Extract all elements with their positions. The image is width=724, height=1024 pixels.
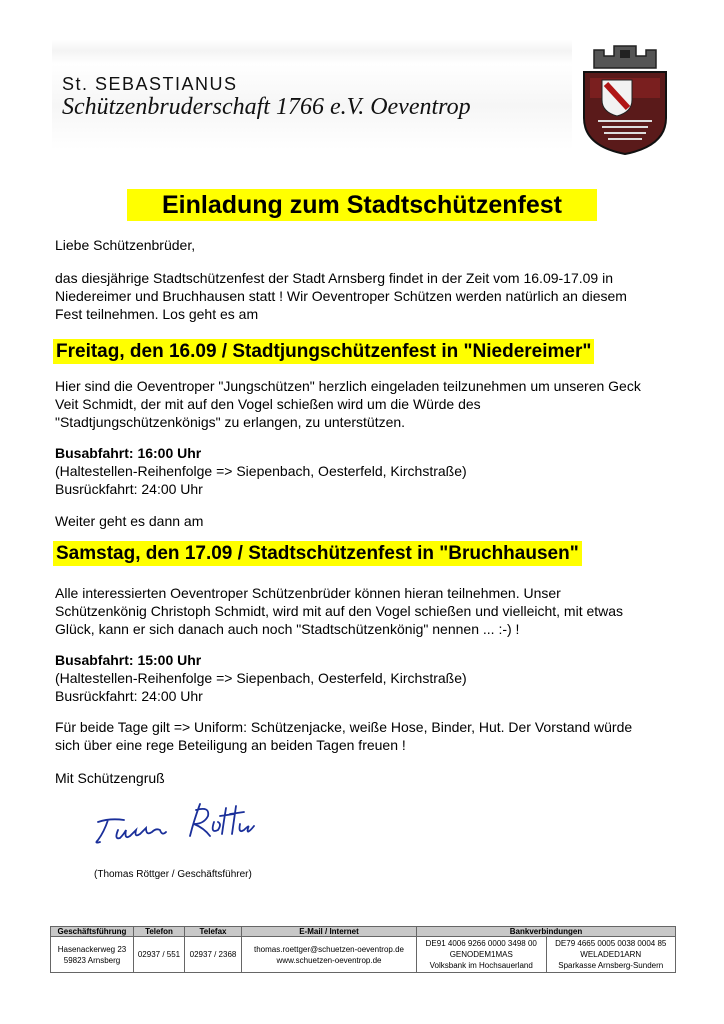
saturday-bus-departure: Busabfahrt: 15:00 Uhr <box>55 652 202 668</box>
footer-phone: 02937 / 551 <box>134 937 185 973</box>
footer-email[interactable]: thomas.roettger@schuetzen-oeventrop.de <box>254 944 404 954</box>
footer-website[interactable]: www.schuetzen-oeventrop.de <box>276 955 382 965</box>
footer-header: Telefax <box>185 927 242 937</box>
saturday-text-line: Schützenkönig Christoph Schmidt, wird mit auf den Vogel schießen und vielleicht, mit etwas <box>55 603 624 619</box>
org-name-line1: St. SEBASTIANUS <box>62 74 238 94</box>
saturday-bus-stops: (Haltestellen-Reihenfolge => Siepenbach, Oesterfeld, Kirchstraße) <box>55 670 467 686</box>
intro-line: Fest teilnehmen. Los geht es am <box>55 306 259 322</box>
saturday-text-line: Alle interessierten Oeventroper Schützenbrüder können hieran teilnehmen. Unser <box>55 585 561 601</box>
footer-fax: 02937 / 2368 <box>185 937 242 973</box>
footer-header: Bankverbindungen <box>417 927 676 937</box>
footer-header: Telefon <box>134 927 185 937</box>
footer-header: Geschäftsführung <box>51 927 134 937</box>
footer-header: E-Mail / Internet <box>242 927 417 937</box>
org-name-line2: Schützenbruderschaft 1766 e.V. Oeventrop <box>62 94 471 120</box>
continue-text: Weiter geht es dann am <box>55 513 204 529</box>
signature-caption: (Thomas Röttger / Geschäftsführer) <box>94 869 252 880</box>
saturday-bus-return: Busrückfahrt: 24:00 Uhr <box>55 688 203 704</box>
handwritten-signature <box>90 800 270 850</box>
friday-text-line: Hier sind die Oeventroper "Jungschützen" herzlich eingeladen teilzunehmen um unseren Geck <box>55 378 641 394</box>
footer-bank-volksbank: DE91 4006 9266 0000 3498 00 GENODEM1MAS Volksbank im Hochsauerland <box>417 937 547 973</box>
greeting: Liebe Schützenbrüder, <box>55 237 196 253</box>
friday-bus-departure: Busabfahrt: 16:00 Uhr <box>55 445 202 461</box>
club-crest-icon <box>576 38 674 156</box>
saturday-text-line: Glück, kann er sich danach auch noch "Stadtschützenkönig" nennen ... :-) ! <box>55 621 520 637</box>
friday-bus-stops: (Haltestellen-Reihenfolge => Siepenbach, Oesterfeld, Kirchstraße) <box>55 463 467 479</box>
footer-contact <box>242 937 417 973</box>
saturday-heading: Samstag, den 17.09 / Stadtschützenfest in "Bruchhausen" <box>53 541 582 566</box>
closing-line: Für beide Tage gilt => Uniform: Schützenjacke, weiße Hose, Binder, Hut. Der Vorstand würde <box>55 719 633 735</box>
footer-bank-sparkasse: DE79 4665 0005 0038 0004 85 WELADED1ARN Sparkasse Arnsberg-Sundern <box>546 937 676 973</box>
intro-line: Niedereimer und Bruchhausen statt ! Wir Oeventroper Schützen werden natürlich an diesem <box>55 288 627 304</box>
page-title: Einladung zum Stadtschützenfest <box>127 189 597 221</box>
footer-table <box>50 926 676 973</box>
friday-bus-return: Busrückfahrt: 24:00 Uhr <box>55 481 203 497</box>
closing-line: sich über eine rege Beteiligung an beiden Tagen freuen ! <box>55 737 406 753</box>
friday-text-line: Veit Schmidt, der mit auf den Vogel schießen wird um die Würde des <box>55 396 481 412</box>
footer-address: Hasenackerweg 23 59823 Arnsberg <box>51 937 134 973</box>
intro-line: das diesjährige Stadtschützenfest der Stadt Arnsberg findet in der Zeit vom 16.09-17.09 in <box>55 270 613 286</box>
salutation: Mit Schützengruß <box>55 770 165 786</box>
friday-heading: Freitag, den 16.09 / Stadtjungschützenfest in "Niedereimer" <box>53 339 594 364</box>
friday-text-line: "Stadtjungschützenkönigs" zu erlangen, zu unterstützen. <box>55 414 406 430</box>
